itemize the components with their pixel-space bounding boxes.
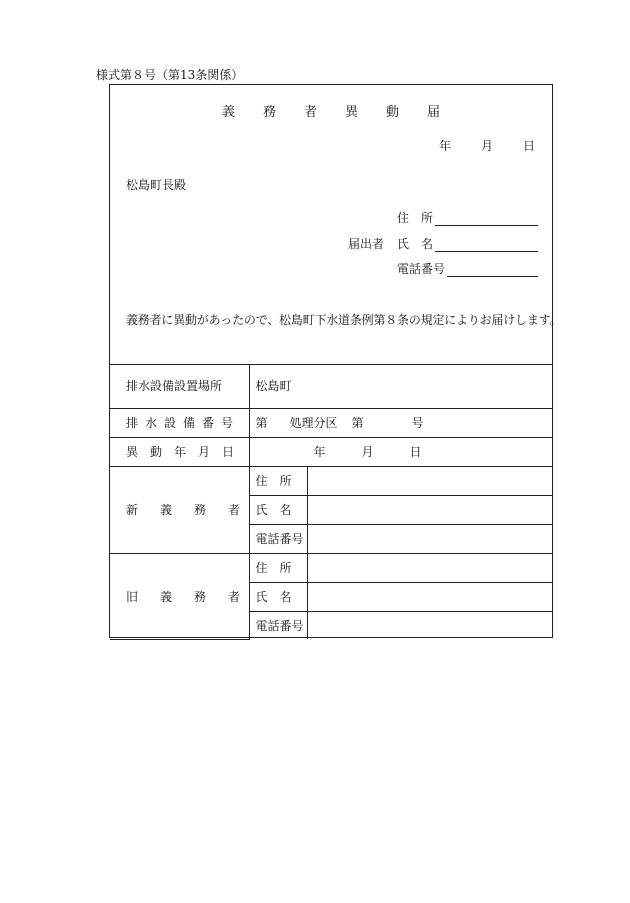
number-label — [126, 414, 249, 431]
old-obligor-label: 旧義務者 — [126, 589, 263, 604]
new-phone-label: 電話番号 — [255, 532, 304, 546]
table-row — [110, 437, 552, 466]
location-label: 排水設備設置場所 — [126, 379, 223, 394]
applicant-phone-field[interactable] — [447, 263, 538, 277]
old-name-field[interactable] — [307, 582, 552, 611]
change-date-day: 日 — [409, 445, 422, 459]
old-phone-label-cell — [249, 611, 307, 639]
title-char: 異 — [345, 105, 373, 120]
table-row — [110, 408, 552, 437]
number-dai-2: 第 — [351, 416, 364, 430]
change-date-value-cell[interactable] — [249, 437, 552, 466]
table-row — [110, 466, 552, 495]
table-row — [110, 553, 552, 582]
location-label-cell — [110, 364, 249, 408]
old-address-label: 住 所 — [255, 561, 292, 575]
new-obligor-label: 新義務者 — [126, 503, 263, 517]
new-phone-field[interactable] — [307, 524, 552, 553]
old-name-label: 氏 名 — [255, 590, 292, 604]
applicant-address-field[interactable] — [435, 212, 538, 226]
notification-form — [109, 84, 562, 638]
applicant-phone-label: 電話番号 — [397, 262, 446, 276]
notification-statement: 義務者に異動があったので、松島町下水道条例第８条の規定によりお届けします。 — [126, 313, 562, 327]
new-obligor-label-cell — [110, 466, 263, 553]
submission-date — [439, 137, 535, 154]
change-date-label-cell — [110, 437, 249, 466]
new-phone-label-cell — [249, 524, 307, 553]
change-date-label: 異動年月日 — [126, 445, 247, 459]
form-title — [110, 101, 552, 120]
new-address-field[interactable] — [307, 466, 552, 495]
title-char: 動 — [386, 105, 414, 120]
old-address-label-cell — [249, 553, 307, 582]
applicant-name-label: 氏 名 — [397, 237, 434, 251]
table-row — [110, 364, 552, 408]
form-number: 様式第８号（第13条関係） — [96, 68, 244, 82]
date-year: 年 — [438, 139, 451, 153]
new-name-label-cell — [249, 495, 307, 524]
old-address-field[interactable] — [307, 553, 552, 582]
applicant-phone-row — [397, 260, 538, 277]
number-go: 号 — [411, 416, 424, 430]
old-phone-field[interactable] — [307, 611, 552, 639]
new-name-field[interactable] — [307, 495, 552, 524]
applicant-name-field[interactable] — [435, 238, 538, 252]
old-obligor-label-cell — [110, 553, 263, 639]
number-label-cell — [110, 408, 249, 437]
title-char: 義 — [221, 105, 249, 120]
number-label-text: 排水設備番号 — [126, 416, 241, 430]
details-table — [110, 364, 552, 640]
form-header-section — [110, 85, 562, 365]
location-value-cell[interactable] — [249, 364, 552, 408]
number-district: 処理分区 — [289, 416, 338, 430]
new-address-label: 住 所 — [255, 474, 292, 488]
location-value: 松島町 — [255, 379, 292, 394]
new-name-label: 氏 名 — [255, 503, 292, 517]
date-month: 月 — [480, 139, 493, 153]
number-dai: 第 — [255, 416, 268, 430]
applicant-name-row — [397, 235, 538, 252]
title-char: 届 — [427, 105, 455, 120]
change-date-year: 年 — [313, 445, 326, 459]
applicant-label: 届出者 — [348, 237, 385, 251]
title-char: 務 — [262, 105, 290, 120]
old-phone-label: 電話番号 — [255, 618, 304, 633]
change-date-month: 月 — [361, 445, 374, 459]
old-name-label-cell — [249, 582, 307, 611]
new-address-label-cell — [249, 466, 307, 495]
date-day: 日 — [522, 139, 535, 153]
title-char: 者 — [303, 105, 331, 120]
number-value-cell[interactable] — [249, 408, 552, 437]
addressee: 松島町長殿 — [126, 178, 187, 192]
applicant-address-label: 住 所 — [397, 211, 434, 225]
applicant-address-row — [397, 209, 538, 226]
